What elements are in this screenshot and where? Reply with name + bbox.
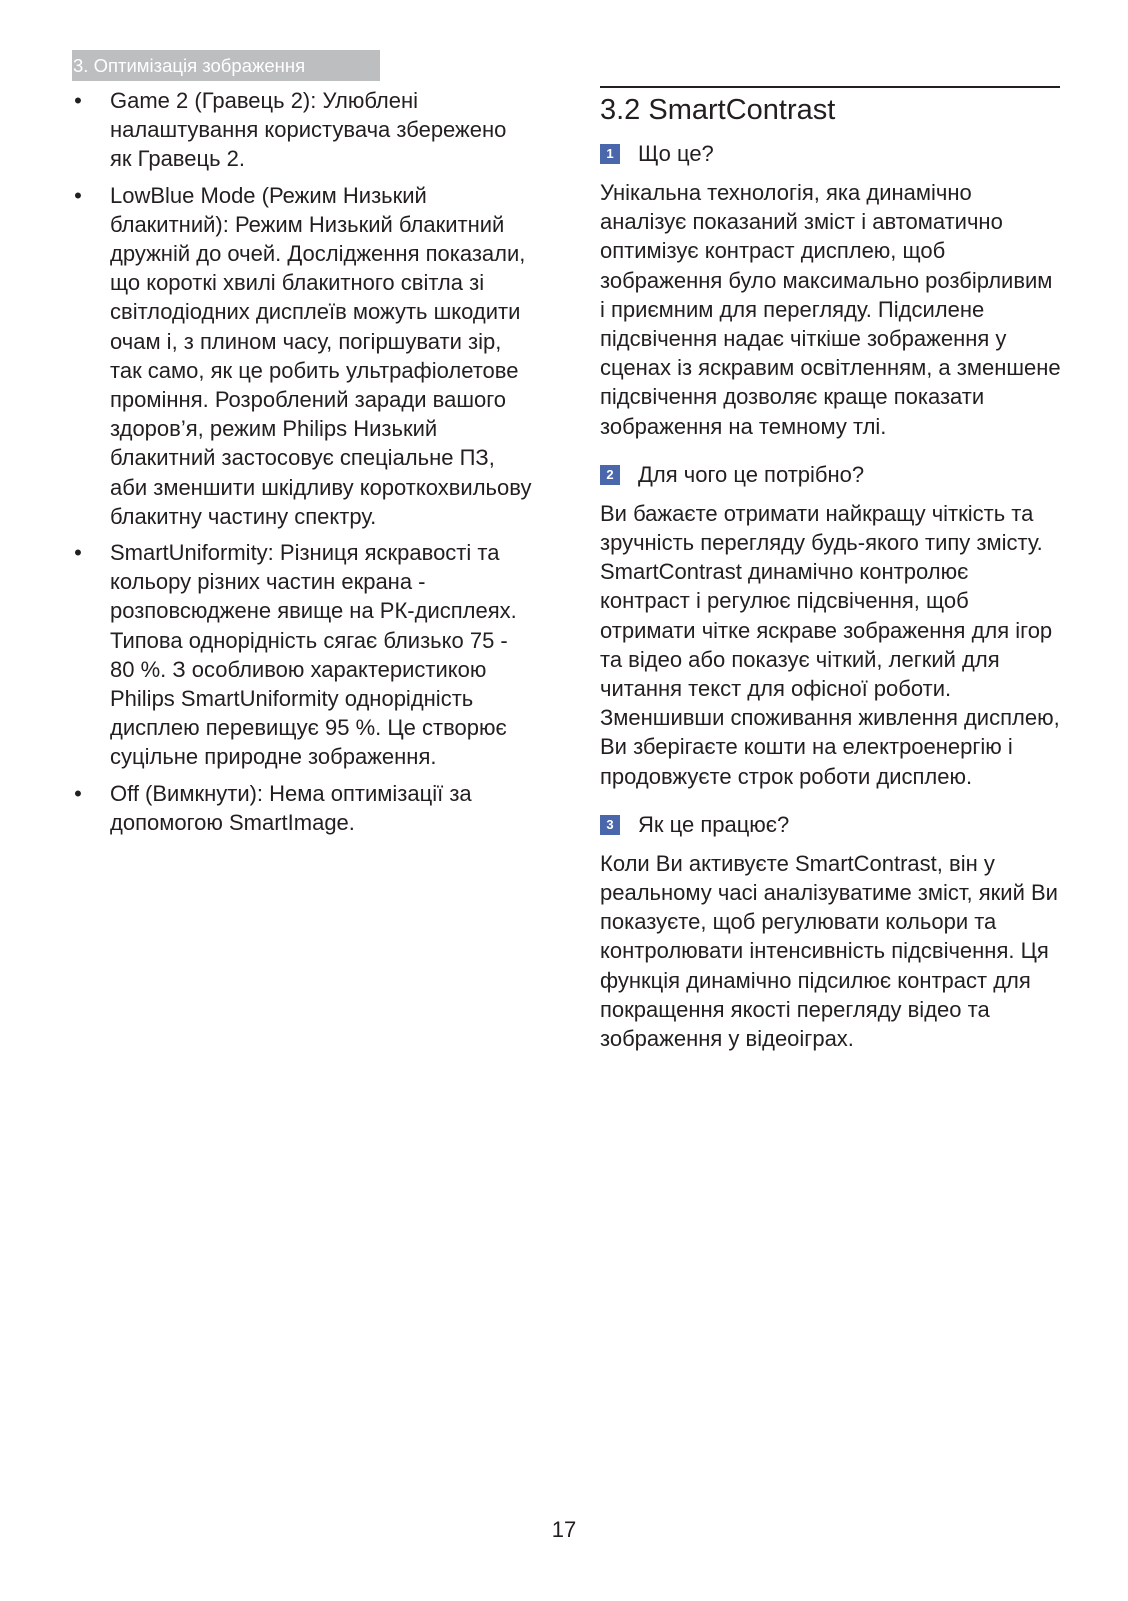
subsection-body: Ви бажаєте отримати найкращу чіткість та зручність перегляду будь-якого типу змісту. SmartContrast динамічно контролює контраст і регулює підсвічення, щоб отримати чітке яскраве зображення для ігор та відео або показує чіткий, легкий для читання текст для офісної роботи. Зменшивши споживання живлення дисплею, Ви зберігаєте кошти на електроенергію і продовжуєте строк роботи дисплею. [600, 500, 1060, 789]
subsection-body: Коли Ви активуєте SmartContrast, він у реальному часі аналізуватиме зміст, який Ви показуєте, щоб регулювати кольори та контролювати інтенсивність підсвічення. Ця функція динамічно підсилює контраст для покращення якості перегляду відео та зображення у відеоіграх. [600, 850, 1058, 1052]
subsection-why-needed [600, 461, 1062, 791]
bullet-item-off [72, 779, 532, 837]
subsection-heading [600, 461, 1062, 489]
bullet-text: SmartUniformity: Різниця яскравості та кольору різних частин екрана - розповсюджене явище на РК-дисплеях. Типова однорідність сягає близько 75 - 80 %. З особливою характеристикою Philips SmartUniformity однорідність дисплею перевищує 95 %. Це створює суцільне природне зображення. [110, 540, 517, 770]
subsection-what-is-it [600, 140, 1062, 441]
subsection-heading [600, 811, 1062, 839]
subsection-body: Унікальна технологія, яка динамічно аналізує показаний зміст і автоматично оптимізує контраст дисплею, щоб зображення було максимально розбірливим і приємним для перегляду. Підсилене підсвічення надає чіткіше зображення у сценах із яскравим освітленням, а зменшене підсвічення дозволяє краще показати зображення на темному тлі. [600, 180, 1061, 439]
left-column [72, 86, 532, 844]
page-number: 17 [551, 1517, 577, 1542]
bullet-item-lowblue [72, 181, 532, 531]
bullet-text: LowBlue Mode (Режим Низький блакитний): Режим Низький блакитний дружній до очей. Дослідження показали, що короткі хвилі блакитного світла зі світлодіодних дисплеїв можуть шкодити очам і, з плином часу, погіршувати зір, так само, як це робить ультрафіолетове проміння. Розроблений заради вашого здоров’я, режим Philips Низький блакитний застосовує спеціальне ПЗ, аби зменшити шкідливу короткохвильову блакитну частину спектру. [110, 182, 532, 529]
subsection-heading-text: Для чого це потрібно? [638, 461, 865, 487]
bullet-text: Game 2 (Гравець 2): Улюблені налаштування користувача збережено як Гравець 2. [110, 88, 507, 172]
section-title: 3.2 SmartContrast [600, 94, 836, 126]
subsection-heading-text: Що це? [638, 141, 714, 166]
bullet-item-smartuniformity [72, 538, 532, 772]
number-badge-icon: 3 [600, 815, 620, 835]
number-badge-icon: 1 [600, 144, 620, 164]
section-header-tab: 3. Оптимізація зображення [72, 50, 380, 81]
bullet-dot-icon: • [74, 780, 82, 806]
subsection-how-it-works [600, 811, 1062, 1053]
right-column [600, 86, 1062, 1073]
subsection-heading-text: Як це працює? [638, 811, 790, 837]
bullet-dot-icon: • [74, 540, 82, 566]
bullet-item-game2 [72, 86, 532, 174]
subsection-heading [600, 140, 1062, 168]
bullet-dot-icon: • [74, 88, 82, 113]
bullet-text: Off (Вимкнути): Нема оптимізації за допомогою SmartImage. [110, 780, 472, 835]
bullet-dot-icon: • [74, 182, 82, 208]
bullet-list [72, 86, 532, 837]
number-badge-icon: 2 [600, 465, 620, 485]
